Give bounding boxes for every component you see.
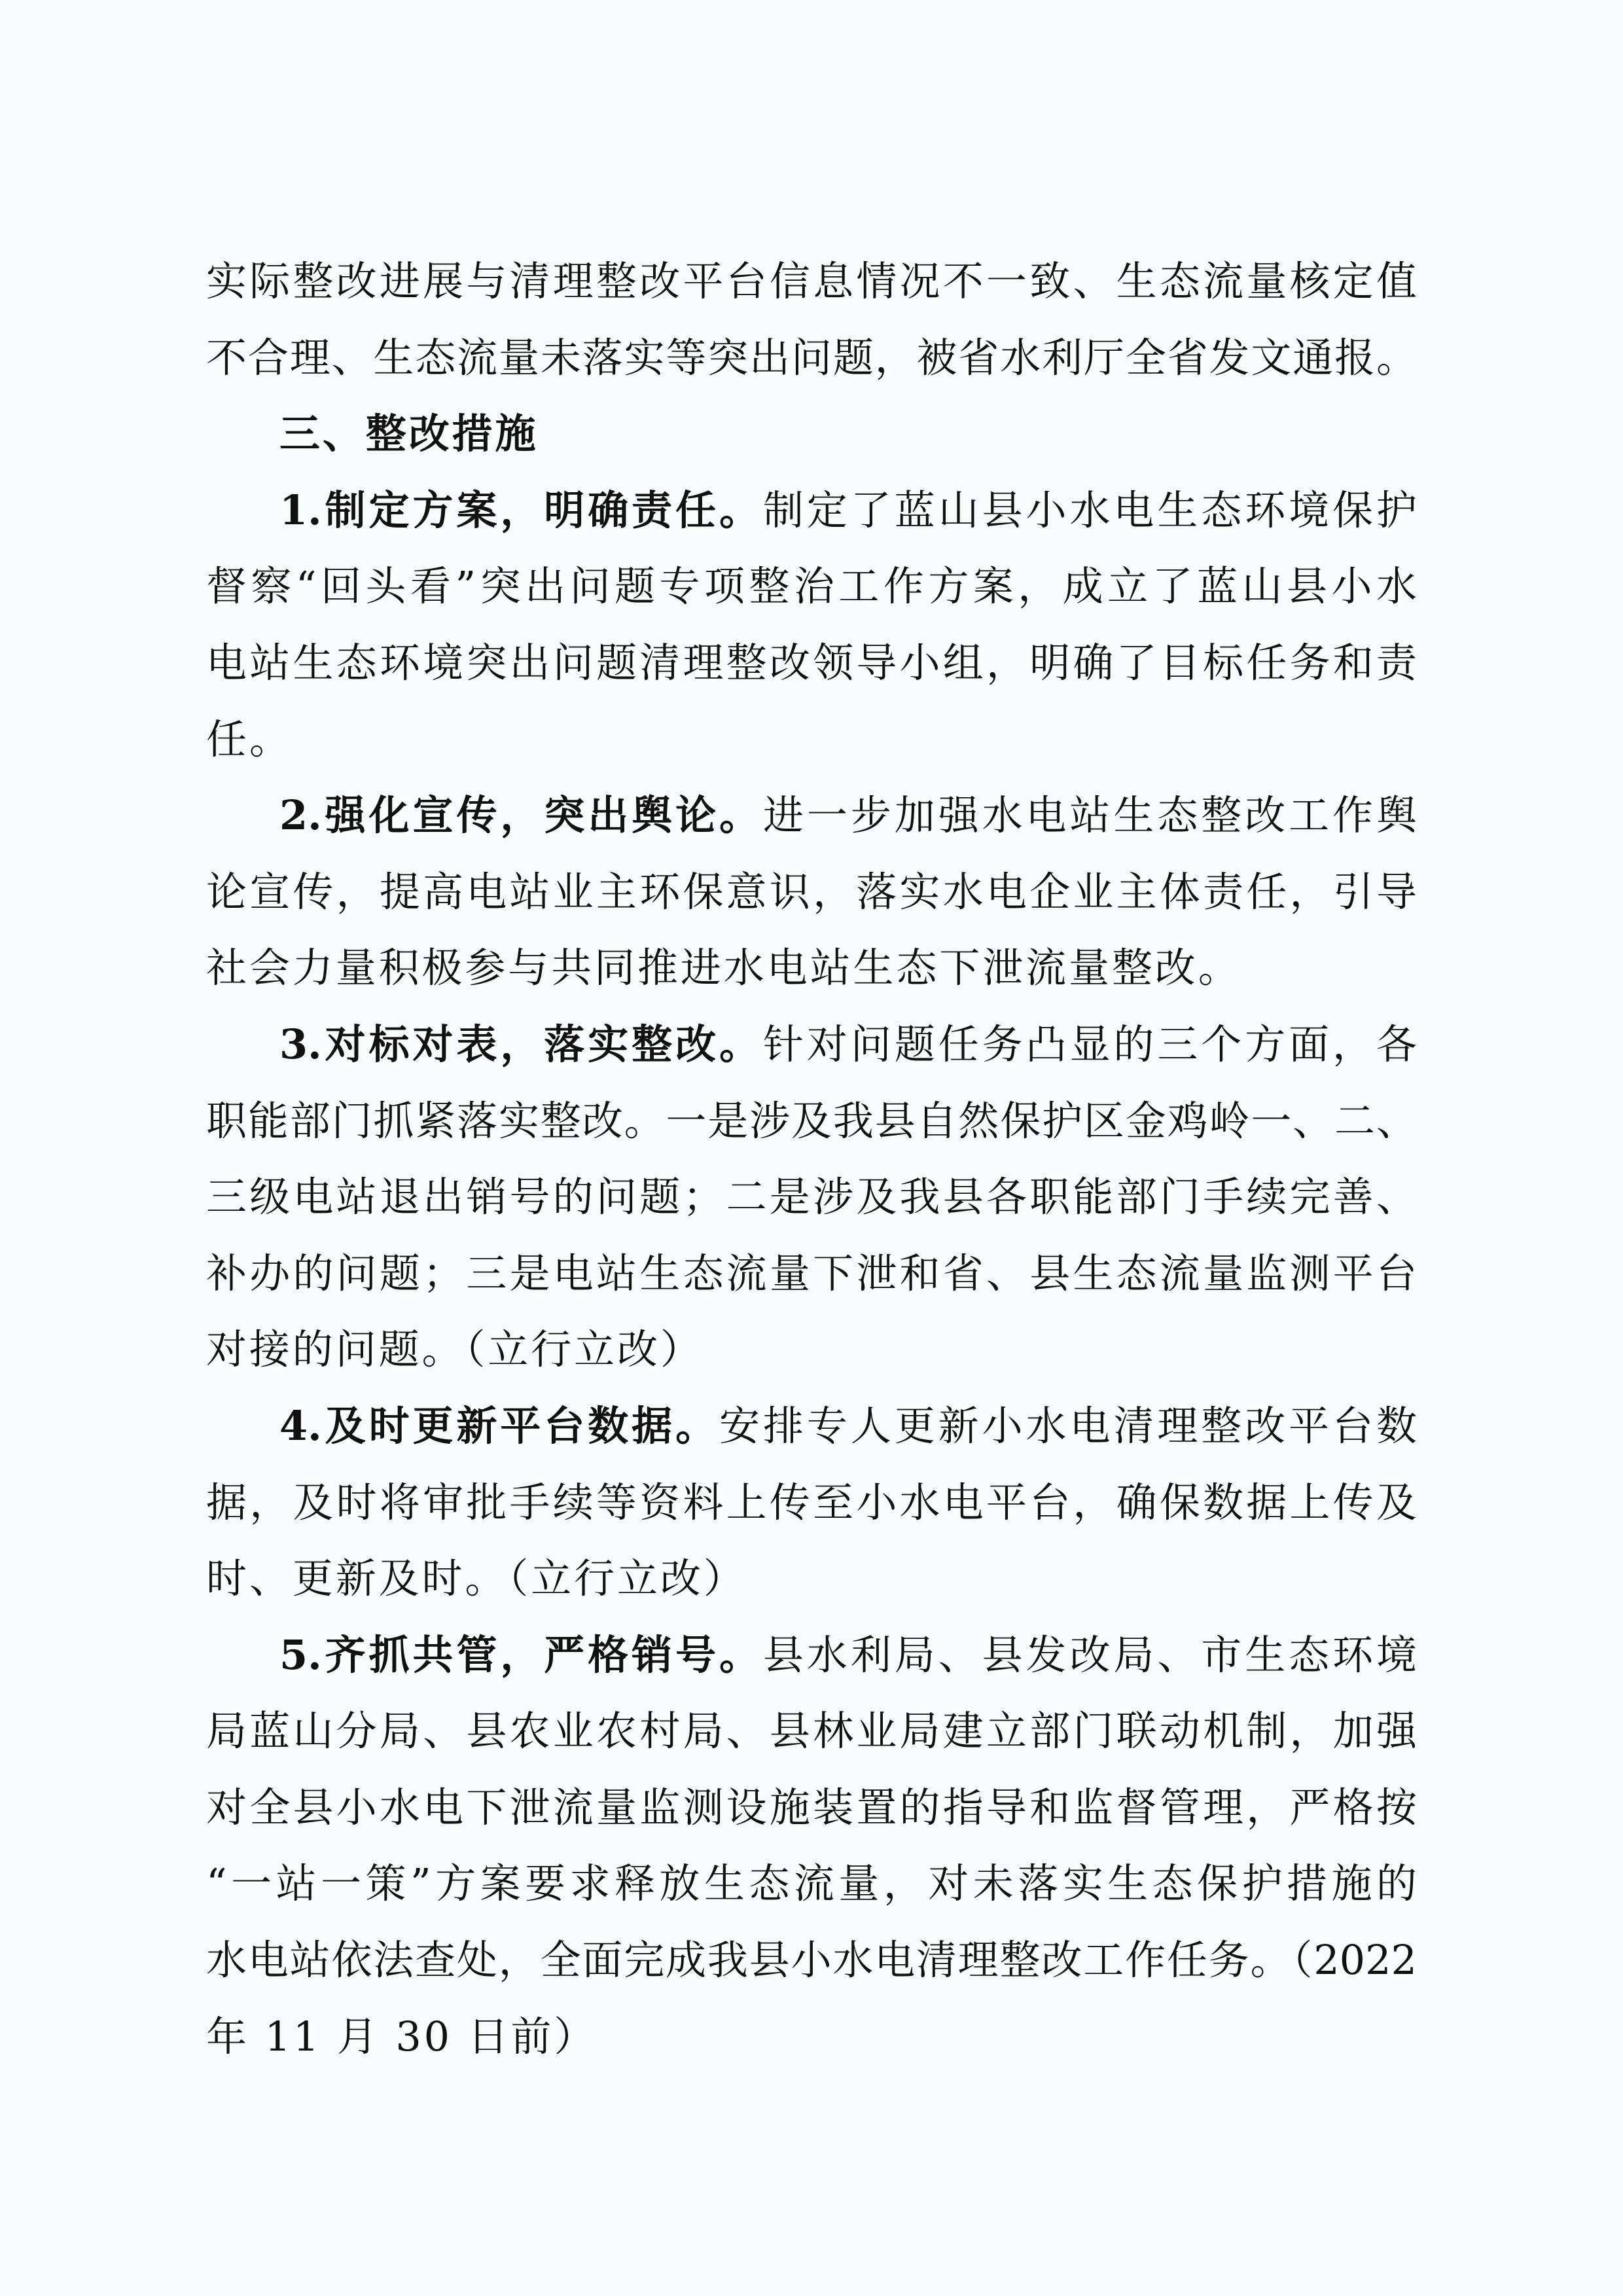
section-heading: 三、整改措施 bbox=[279, 410, 539, 458]
item-text: 针对问题任务凸显的三个方面，各 bbox=[762, 1020, 1417, 1068]
text-line bbox=[206, 784, 1417, 861]
text-line: 任。 bbox=[206, 715, 293, 763]
text-line: 补办的问题；三是电站生态流量下泄和省、县生态流量监测平台 bbox=[206, 1249, 1417, 1297]
text-line: 水电站依法查处，全面完成我县小水电清理整改工作任务。（2022 bbox=[206, 1936, 1417, 1984]
text-line: 对接的问题。（立行立改） bbox=[206, 1325, 704, 1374]
item-text: 县水利局、县发改局、市生态环境 bbox=[762, 1630, 1417, 1679]
measure-item-1 bbox=[206, 479, 1417, 784]
text-line: 实际整改进展与清理整改平台信息情况不一致、生态流量核定值 bbox=[206, 257, 1417, 305]
document-body bbox=[206, 250, 1417, 2081]
item-text: 进一步加强水电站生态整改工作舆 bbox=[762, 791, 1417, 840]
text-line: 论宣传，提高电站业主环保意识，落实水电企业主体责任，引导 bbox=[206, 867, 1417, 916]
item-lead: 5.齐抓共管，严格销号。 bbox=[279, 1630, 763, 1679]
measure-item-4 bbox=[206, 1395, 1417, 1624]
item-lead: 2.强化宣传，突出舆论。 bbox=[279, 791, 763, 840]
text-line bbox=[206, 1395, 1417, 1471]
text-line: 时、更新及时。（立行立改） bbox=[206, 1554, 747, 1603]
text-line: 社会力量积极参与共同推进水电站生态下泄流量整改。 bbox=[206, 944, 1241, 992]
text-line bbox=[206, 1624, 1417, 1700]
text-line: 不合理、生态流量未落实等突出问题，被省水利厅全省发文通报。 bbox=[206, 333, 1417, 382]
text-line bbox=[206, 1013, 1417, 1090]
item-text: 安排专人更新小水电清理整改平台数 bbox=[719, 1401, 1417, 1450]
text-line: 局蓝山分局、县农业农村局、县林业局建立部门联动机制，加强 bbox=[206, 1707, 1417, 1755]
text-line: 据，及时将审批手续等资料上传至小水电平台，确保数据上传及 bbox=[206, 1478, 1417, 1526]
text-line: “一站一策”方案要求释放生态流量，对未落实生态保护措施的 bbox=[206, 1859, 1417, 1908]
text-line: 年 11 月 30 日前） bbox=[206, 2012, 597, 2060]
text-line: 督察“回头看”突出问题专项整治工作方案，成立了蓝山县小水 bbox=[206, 562, 1417, 611]
item-text: 制定了蓝山县小水电生态环境保护 bbox=[762, 486, 1417, 534]
text-line: 对全县小水电下泄流量监测设施装置的指导和监督管理，严格按 bbox=[206, 1783, 1417, 1831]
text-line bbox=[206, 479, 1417, 556]
text-line: 三级电站退出销号的问题；二是涉及我县各职能部门手续完善、 bbox=[206, 1173, 1417, 1221]
item-lead: 3.对标对表，落实整改。 bbox=[279, 1020, 763, 1068]
measure-item-5 bbox=[206, 1624, 1417, 2082]
intro-paragraph bbox=[206, 250, 1417, 403]
measure-item-2 bbox=[206, 784, 1417, 1013]
text-line: 职能部门抓紧落实整改。一是涉及我县自然保护区金鸡岭一、二、 bbox=[206, 1096, 1417, 1145]
item-lead: 1.制定方案，明确责任。 bbox=[279, 486, 763, 534]
measure-item-3 bbox=[206, 1013, 1417, 1395]
text-line: 电站生态环境突出问题清理整改领导小组，明确了目标任务和责 bbox=[206, 638, 1417, 687]
item-lead: 4.及时更新平台数据。 bbox=[279, 1401, 720, 1450]
